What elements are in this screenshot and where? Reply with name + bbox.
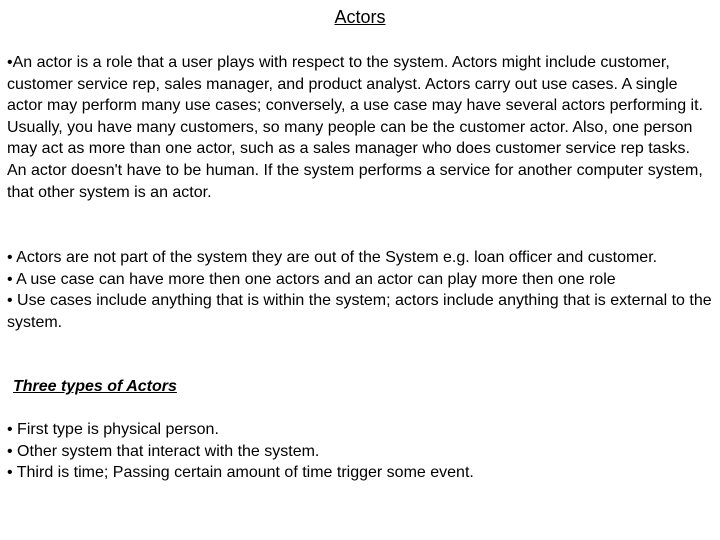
actor-point: • A use case can have more then one actors and an actor can play more then one role [7,270,616,288]
actor-type-item: • Third is time; Passing certain amount of time trigger some event. [7,464,474,482]
actor-types-list [7,419,713,484]
page-title: Actors [334,7,386,27]
actor-type-item: • Other system that interact with the system. [7,442,320,460]
actor-point: • Use cases include anything that is within the system; actors include anything that is external to the system. [7,292,712,331]
actor-type-item: • First type is physical person. [7,421,219,438]
intro-paragraph: •An actor is a role that a user plays with respect to the system. Actors might include customer, customer service rep, sales manager, and product analyst. Actors carry out use cases. A single actor may perform many use cases; conversely, a use case may have several actors performing it. Usually, you have many customers, so many people can be the customer actor. Also, one person may act as more than one actor, such as a sales manager who does customer service rep tasks. An actor doesn't have to be human. If the system performs a service for another computer system, that other system is an actor. [7,54,703,201]
types-heading: Three types of Actors [13,378,177,395]
actor-point: • Actors are not part of the system they are out of the System e.g. loan officer and customer. [7,249,658,266]
actor-points-list [7,247,713,333]
